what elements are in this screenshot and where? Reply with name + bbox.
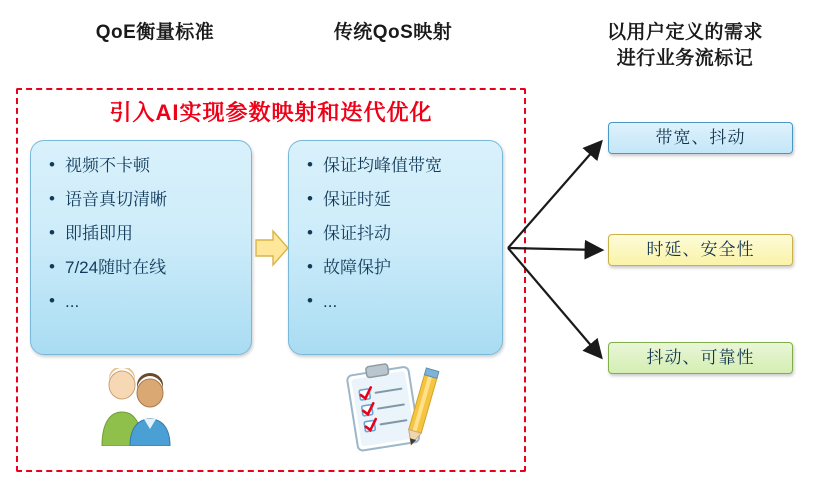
list-item: • 视频不卡顿 — [49, 155, 251, 176]
list-item: • 保证均峰值带宽 — [307, 155, 502, 176]
ai-banner-text: 引入AI实现参数映射和迭代优化 — [109, 100, 433, 125]
tag-bandwidth-jitter: 带宽、抖动 — [608, 122, 793, 154]
list-item: • 故障保护 — [307, 257, 502, 278]
qos-mapping-list — [289, 141, 502, 312]
people-icon — [88, 368, 184, 446]
list-item: • 保证时延 — [307, 189, 502, 210]
tag-delay-security: 时延、安全性 — [608, 234, 793, 266]
qos-mapping-box — [288, 140, 503, 355]
list-item: • ... — [49, 291, 251, 312]
header-qoe: QoE衡量标准 — [95, 22, 215, 43]
header-qos: 传统QoS映射 — [333, 22, 453, 43]
header-flow-line2: 进行业务流标记 — [616, 48, 754, 69]
right-arrow-icon — [254, 228, 290, 268]
list-item: • 即插即用 — [49, 223, 251, 244]
clipboard-checklist-icon — [338, 362, 448, 452]
qoe-criteria-box — [30, 140, 252, 355]
list-item: • ... — [307, 291, 502, 312]
header-flow-line1: 以用户定义的需求 — [606, 22, 763, 43]
header-flow-marking — [560, 20, 810, 72]
qoe-criteria-list — [31, 141, 251, 312]
list-item: • 语音真切清晰 — [49, 189, 251, 210]
tag-jitter-reliability: 抖动、可靠性 — [608, 342, 793, 374]
list-item: • 保证抖动 — [307, 223, 502, 244]
list-item: • 7/24随时在线 — [49, 257, 251, 278]
